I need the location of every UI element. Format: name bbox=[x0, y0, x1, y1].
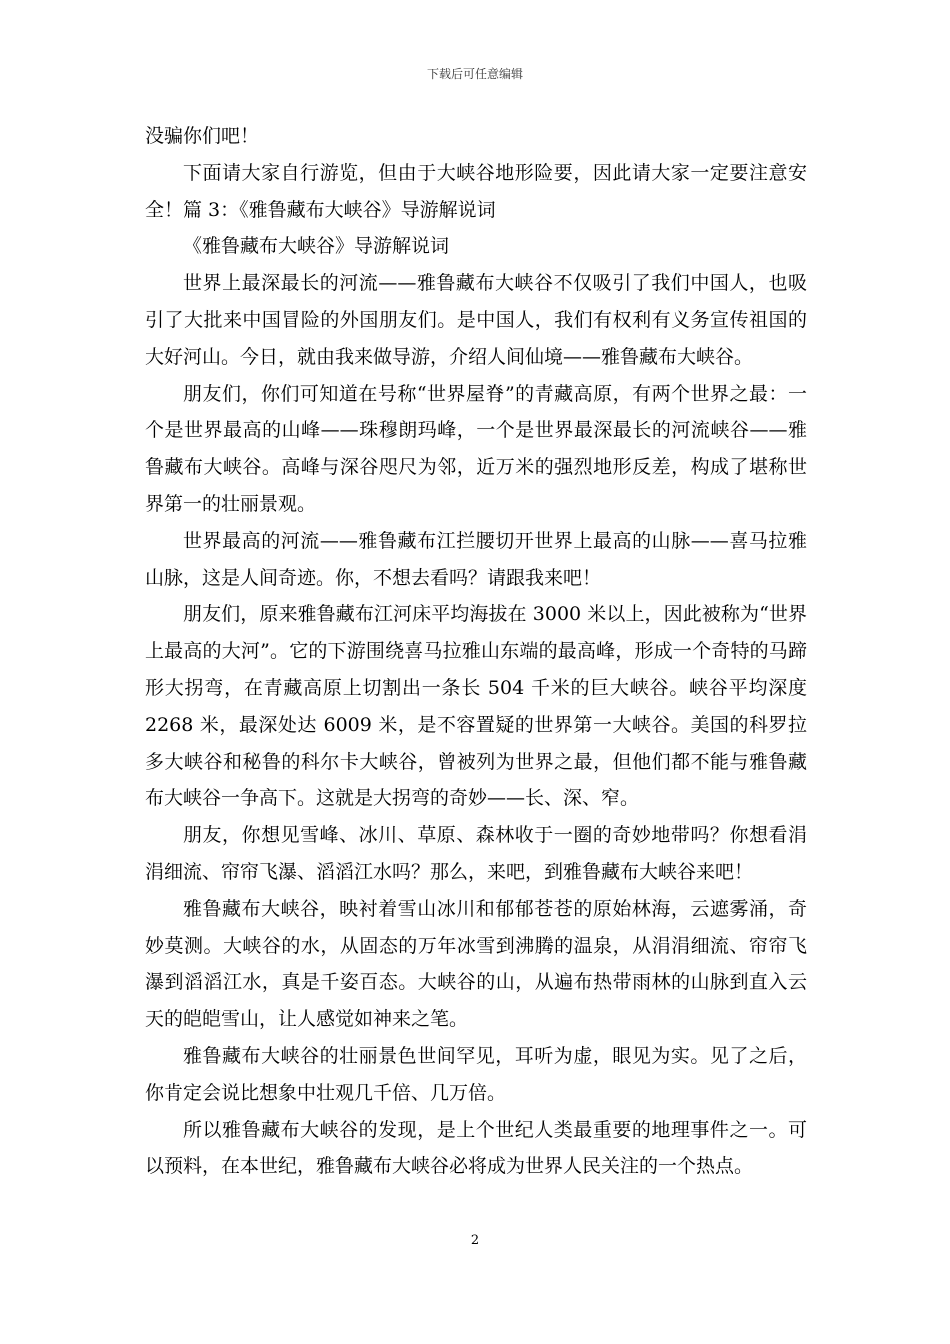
paragraph-2: 下面请大家自行游览，但由于大峡谷地形险要，因此请大家一定要注意安全！篇 3：《雅鲁藏布大峡谷》导游解说词 bbox=[145, 161, 807, 221]
paragraph-9: 雅鲁藏布大峡谷，映衬着雪山冰川和郁郁苍苍的原始林海，云遮雾涌，奇妙莫测。大峡谷的水，从固态的万年冰雪到沸腾的温泉，从涓涓细流、帘帘飞瀑到滔滔江水，真是千姿百态。大峡谷的山，从遍布热带雨林的山脉到直入云天的皑皑雪山，让人感觉如神来之笔。 bbox=[145, 897, 807, 1031]
paragraph-5: 朋友们，你们可知道在号称“世界屋脊”的青藏高原，有两个世界之最：一个是世界最高的山峰——珠穆朗玛峰，一个是世界最深最长的河流峡谷——雅鲁藏布大峡谷。高峰与深谷咫尺为邻，近万米的强烈地形反差，构成了堪称世界第一的壮丽景观。 bbox=[145, 382, 807, 515]
paragraph-10: 雅鲁藏布大峡谷的壮丽景色世间罕见，耳听为虚，眼见为实。见了之后，你肯定会说比想象中壮观几千倍、几万倍。 bbox=[145, 1044, 807, 1104]
paragraph-11: 所以雅鲁藏布大峡谷的发现，是上个世纪人类最重要的地理事件之一。可以预料，在本世纪，雅鲁藏布大峡谷必将成为世界人民关注的一个热点。 bbox=[145, 1118, 807, 1178]
page-number: 2 bbox=[470, 1233, 480, 1248]
paragraph-6: 世界最高的河流——雅鲁藏布江拦腰切开世界上最高的山脉——喜马拉雅山脉，这是人间奇迹。你，不想去看吗？请跟我来吧！ bbox=[145, 529, 807, 589]
document-body bbox=[145, 118, 807, 1185]
page-header: 下载后可任意编辑 bbox=[426, 67, 523, 81]
paragraph-3: 《雅鲁藏布大峡谷》导游解说词 bbox=[183, 235, 450, 258]
paragraph-1: 没骗你们吧！ bbox=[145, 125, 260, 147]
paragraph-4: 世界上最深最长的河流——雅鲁藏布大峡谷不仅吸引了我们中国人，也吸引了大批来中国冒险的外国朋友们。是中国人，我们有权利有义务宣传祖国的大好河山。今日，就由我来做导游，介绍人间仙境——雅鲁藏布大峡谷。 bbox=[145, 272, 807, 368]
paragraph-7: 朋友们，原来雅鲁藏布江河床平均海拔在 3000 米以上，因此被称为“世界上最高的大河”。它的下游围绕喜马拉雅山东端的最高峰，形成一个奇特的马蹄形大拐弯，在青藏高原上切割出一条长 504 千米的巨大峡谷。峡谷平均深度 2268 米，最深处达 6009 米，是不容置疑的世界第一大峡谷。美国的科罗拉多大峡谷和秘鲁的科尔卡大峡谷，曾被列为世界之最，但他们都不能与雅鲁藏布大峡谷一争高下。这就是大拐弯的奇妙——长、深、窄。 bbox=[145, 603, 807, 810]
paragraph-8: 朋友，你想见雪峰、冰川、草原、森林收于一圈的奇妙地带吗？你想看涓涓细流、帘帘飞瀑、滔滔江水吗？那么，来吧，到雅鲁藏布大峡谷来吧！ bbox=[145, 824, 807, 883]
